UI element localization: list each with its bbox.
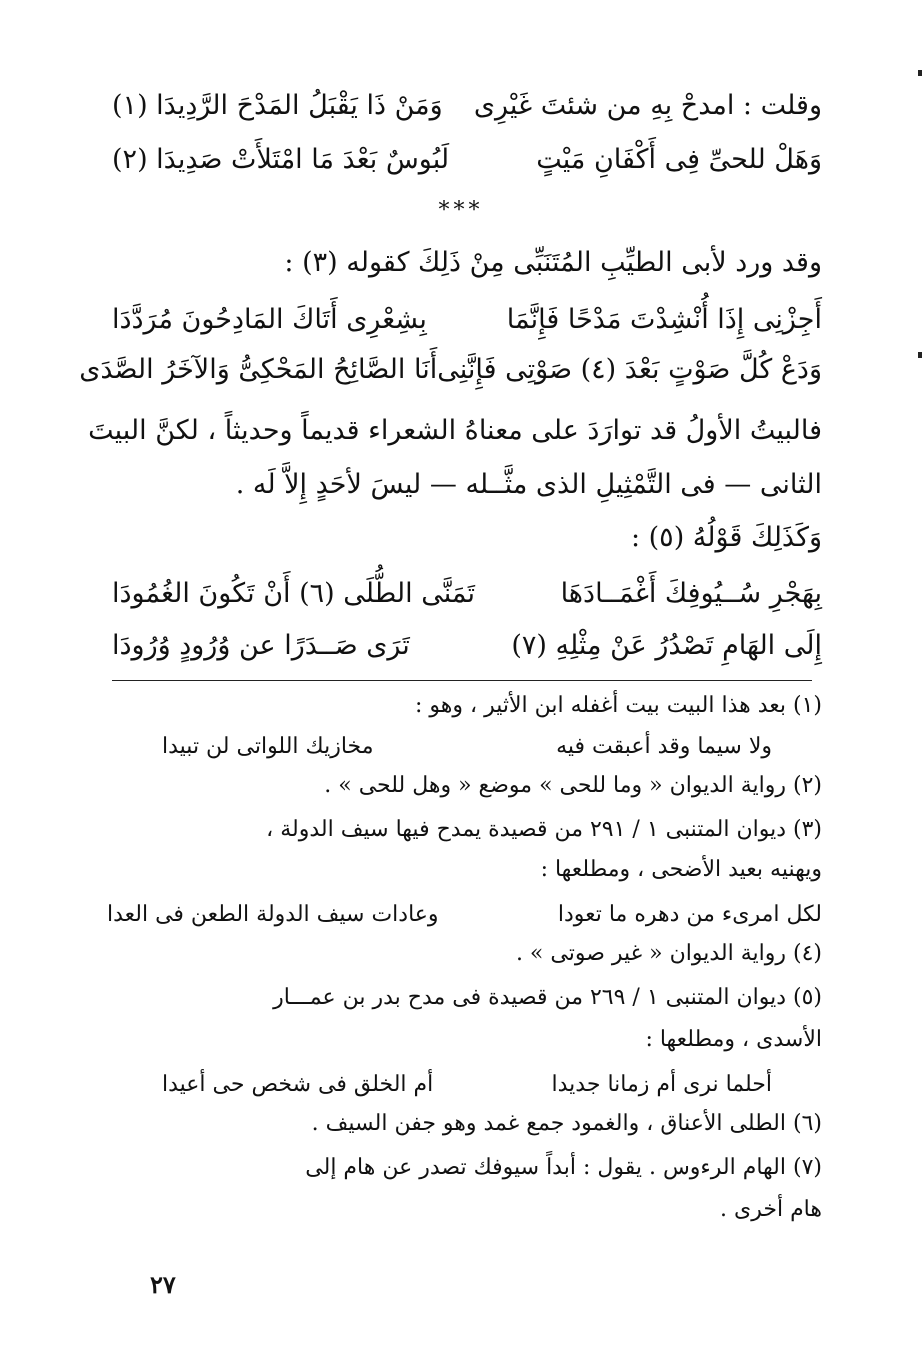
verse-hemistich-first: ولا سيما وقد أعبقت فيه	[556, 733, 772, 759]
footnote-continuation: الأسدى ، ومطلعها :	[645, 1027, 822, 1052]
footnote: (٦) الطلى الأعناق ، والغمود جمع غمد وهو جفن السيف .	[311, 1111, 822, 1136]
verse-hemistich-second: بِشِعْرِى أَتَاكَ المَادِحُونَ مُرَدَّدَا	[112, 303, 427, 335]
footnote-continuation: ويهنيه بعيد الأضحى ، ومطلعها :	[540, 857, 822, 882]
margin-mark	[918, 70, 922, 76]
verse-hemistich-second: لَبُوسٌ بَعْدَ مَا امْتَلأَتْ صَدِيدَا (٢)	[112, 143, 450, 175]
verse-hemistich-second: مخازيك اللواتى لن تبيدا	[162, 733, 374, 759]
margin-mark	[918, 352, 922, 358]
verse-hemistich-second: أم الخلق فى شخص حى أعيدا	[162, 1071, 434, 1097]
verse-hemistich-second: وعادات سيف الدولة الطعن فى العدا	[107, 901, 439, 927]
footnote: (٣) ديوان المتنبى ١ / ٢٩١ من قصيدة يمدح فيها سيف الدولة ،	[266, 817, 822, 842]
footnote-verse	[162, 1066, 772, 1102]
verse-line	[112, 296, 822, 342]
footnote: (٥) ديوان المتنبى ١ / ٢٦٩ من قصيدة فى مدح بدر بن عمـــار	[273, 985, 822, 1010]
footnote: (٤) رواية الديوان « غير صوتى » .	[515, 941, 822, 966]
verse-hemistich-first: وَدَعْ كُلَّ صَوْتٍ بَعْدَ (٤) صَوْتِى فَإِنَّنِى	[437, 353, 822, 385]
verse-hemistich-first: بِهَجْرِ سُــيُوفِكَ أَغْمَــادَهَا	[560, 577, 822, 609]
footnote: (٧) الهام الرءوس . يقول : أبداً سيوفك تصدر عن هام إلى	[305, 1155, 822, 1180]
verse-hemistich-second: أَنَا الصَّائِحُ المَحْكِىُّ وَالآخَرُ الصَّدَى	[79, 353, 438, 385]
verse-hemistich-second: وَمَنْ ذَا يَقْبَلُ المَدْحَ الرَّدِيدَا (١)	[112, 89, 443, 121]
verse-hemistich-first: أحلما نرى أم زمانا جديدا	[551, 1071, 772, 1097]
verse-hemistich-first: أَجِزْنِى إِذَا أُنْشِدْتَ مَدْحًا فَإِنَّمَا	[506, 303, 822, 335]
footnote: (١) بعد هذا البيت بيت أغفله ابن الأثير ، وهو :	[414, 693, 822, 718]
intro-line: وقد ورد لأبى الطيِّبِ المُتَنَبِّى مِنْ ذَلِكَ كقوله (٣) :	[284, 247, 822, 278]
verse-hemistich-first: وَهَلْ للحىِّ فِى أَكْفَانِ مَيْتٍ	[536, 143, 822, 175]
intro-line: وَكَذَلِكَ قَوْلُهُ (٥) :	[630, 522, 822, 553]
footnote-divider	[112, 680, 812, 681]
verse-hemistich-first: وقلت : امدحْ بِهِ من شئتَ غَيْرِى	[473, 89, 822, 121]
footnote-verse	[107, 896, 822, 932]
verse-hemistich-first: إِلَى الهَامِ تَصْدُرُ عَنْ مِثْلِهِ (٧)	[511, 629, 822, 661]
verse-line	[112, 136, 822, 182]
commentary-line: فالبيتُ الأولُ قد توارَدَ على معناهُ الشعراء قديماً وحديثاً ، لكنَّ البيتَ	[88, 415, 822, 446]
footnote: (٢) رواية الديوان « وما للحى » موضع « وهل للحى » .	[324, 773, 822, 798]
footnote-continuation: هام أخرى .	[720, 1197, 822, 1222]
verse-hemistich-second: تَمَنَّى الطُّلَى (٦) أَنْ تَكُونَ الغُمُودَا	[112, 577, 475, 609]
page-number: ٢٧	[150, 1270, 176, 1299]
verse-hemistich-first: لكل امرىء من دهره ما تعودا	[557, 901, 822, 927]
section-separator: ***	[438, 198, 484, 223]
footnote-verse	[162, 728, 772, 764]
verse-line	[112, 622, 822, 668]
verse-line	[79, 346, 822, 392]
verse-line	[112, 82, 822, 128]
verse-line	[112, 570, 822, 616]
verse-hemistich-second: تَرَى صَــدَرًا عن وُرُودٍ وُرُودَا	[112, 629, 410, 661]
commentary-line: الثانى — فى التَّمْثِيلِ الذى مثَّــله — ليسَ لأحَدٍ إِلاَّ لَه .	[235, 469, 822, 500]
